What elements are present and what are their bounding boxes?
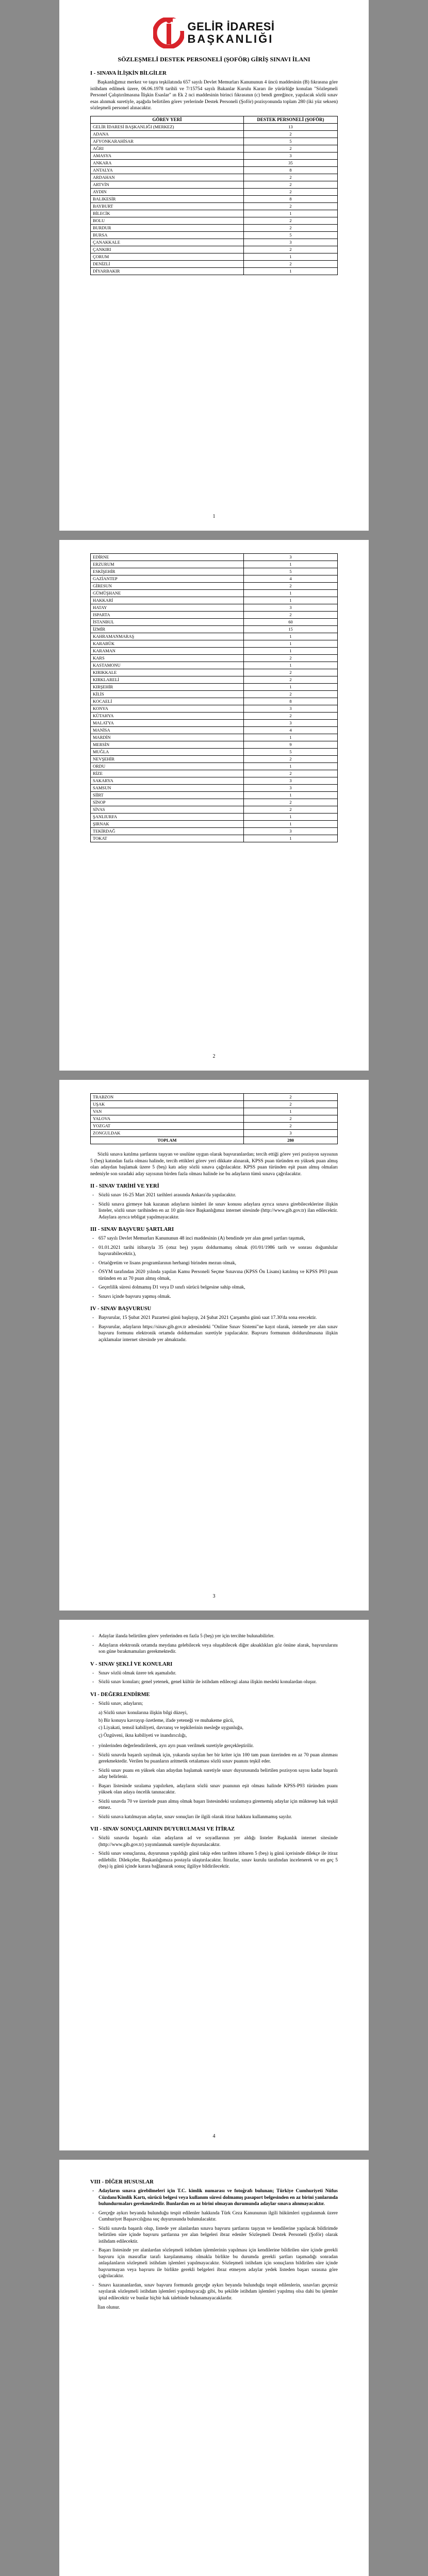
list-item: - Gerçeğe aykırı beyanda bulunduğu tespit edilenler hakkında Türk Ceza Kanununun ilgili hükümleri uygulanmak üzere Cumhuriyet Başsavcılığına suç duyurusunda bulunulacaktır. (90, 2210, 338, 2223)
count-cell: 2 (243, 691, 337, 698)
location-cell: MUĞLA (91, 749, 244, 756)
criteria-item: a) Sözlü sınav konularına ilişkin bilgi düzeyi, (98, 1710, 188, 1716)
section-5-heading: V - SINAV ŞEKLİ VE KONULARI (90, 1661, 173, 1667)
list-item: - Başvurular, 15 Şubat 2021 Pazartesi günü başlayıp, 24 Şubat 2021 Çarşamba günü saat 17.30'da sona erecektir. (90, 1315, 338, 1321)
section-6-intro (90, 1701, 338, 1707)
count-cell: 2 (243, 260, 337, 267)
count-cell: 2 (243, 1094, 337, 1101)
list-item: - Sözlü sınavda 70 ve üzerinde puan almış olmak başarı listesindeki sıralamaya girememiş adaylar için müktesep hak teşkil etmez. (90, 1799, 338, 1811)
list-item: - Sözlü sınavda başarılı olup, listede yer alanlardan sınava başvuru şartlarını taşıyan ve kendilerine yapılacak bildirimde belirtilen süre içinde başvuru şartlarına yer alan belgeleri ibraz edenler Sözleşmeli Destek Personeli (Şoför) olarak istihdam edilecektir. (90, 2226, 338, 2245)
table-row (91, 583, 338, 590)
count-cell: 1 (243, 662, 337, 669)
count-cell: 2 (243, 188, 337, 195)
location-cell: BİLECİK (91, 210, 244, 217)
count-cell: 2 (243, 217, 337, 224)
section-3-heading: III - SINAV BAŞVURU ŞARTLARI (90, 1227, 174, 1232)
count-cell: 35 (243, 159, 337, 166)
location-cell: KÜTAHYA (91, 713, 244, 720)
location-cell: KOCAELİ (91, 698, 244, 705)
count-cell: 1 (243, 684, 337, 691)
location-cell: AYDIN (91, 188, 244, 195)
location-cell: YOZGAT (91, 1123, 244, 1130)
table-row (91, 792, 338, 799)
count-cell: 1 (243, 640, 337, 648)
count-cell: 2 (243, 181, 337, 188)
table-row (91, 597, 338, 604)
list-item: - Sınavı içinde başvuru yapmış olmak. (90, 1294, 338, 1300)
location-cell: SİİRT (91, 792, 244, 799)
location-cell: TRABZON (91, 1094, 244, 1101)
table-row (91, 145, 338, 152)
logo (90, 18, 338, 48)
list-item: - Sözlü sınav 16-25 Mart 2021 tarihleri arasında Ankara'da yapılacaktır. (90, 1192, 338, 1199)
document-title: SÖZLEŞMELİ DESTEK PERSONELİ (ŞOFÖR) GİRİŞ SINAVI İLANI (118, 56, 310, 63)
table-row (91, 806, 338, 814)
count-cell: 1 (243, 633, 337, 640)
location-cell: ZONGULDAK (91, 1130, 244, 1137)
list-item: - Adayların sınava girebilmeleri için T.C. kimlik numarası ve fotoğrafı bulunan; Türkiye Cumhuriyeti Nüfus Cüzdanı/Kimlik Kartı, sürücü belgesi veya kullanım süresi dolmamış pasaport belgesinden en az birini yanlarında bulundurmaları gerekmektedir. Bunlardan en az birini olmayan durumunda adaylar sınava alınmayacaktır. (90, 2188, 338, 2208)
count-cell: 5 (243, 568, 337, 575)
list-item: - Sözlü sınav, adayların; (90, 1701, 338, 1707)
count-cell: 15 (243, 626, 337, 633)
count-cell: 5 (243, 138, 337, 145)
count-cell: 2 (243, 1123, 337, 1130)
table-row (91, 575, 338, 583)
location-cell: UŞAK (91, 1101, 244, 1108)
table-row (91, 821, 338, 828)
table-row (91, 590, 338, 597)
count-cell: 3 (243, 239, 337, 246)
page-number: 2 (212, 1054, 216, 1059)
location-cell: SİNOP (91, 799, 244, 806)
count-cell: 3 (243, 705, 337, 713)
column-header-count: DESTEK PERSONELİ (ŞOFÖR) (243, 116, 337, 123)
count-cell: 8 (243, 698, 337, 705)
location-cell: GİRESUN (91, 583, 244, 590)
table-row (91, 770, 338, 777)
table-row (91, 720, 338, 727)
count-cell: 3 (243, 785, 337, 792)
count-cell: 2 (243, 224, 337, 231)
table-row (91, 684, 338, 691)
count-cell: 1 (243, 814, 337, 821)
list-item: - Sınav sözlü olmak üzere tek aşamalıdır. (90, 1670, 338, 1677)
list-item: - Sözlü sınav konuları; genel yetenek, genel kültür ile istihdam edilecegi alana ilişkin mesleki konulardan oluşur. (90, 1679, 338, 1686)
location-cell: YALOVA (91, 1115, 244, 1123)
list-item: - 01.01.2021 tarihi itibarıyla 35 (otuz beş) yaşını doldurmamış olmak (01/01/1986 tarih ve sonrası doğumlular başvurabilecektir.), (90, 1245, 338, 1258)
count-cell: 3 (243, 1130, 337, 1137)
count-cell: 1 (243, 835, 337, 842)
section-6-heading: VI - DEĞERLENDİRME (90, 1691, 150, 1698)
list-item: - Başvurular, adayların https://sinav.gib.gov.tr adresindeki "Online Sınav Sistemi"ne kayıt olarak, istenede yer alan sınav başvuru formunu elektronik ortamda doldurmaları suretiyle yapılacaktır. Başvuru formunun doldurulmasına ilişkin açıklamalar internet sitesinde yer almaktadır. (90, 1324, 338, 1344)
section-5-list (90, 1670, 338, 1686)
count-cell: 2 (243, 174, 337, 181)
list-item: - ÖSYM tarafından 2020 yılında yapılan Kamu Personeli Seçme Sınavına (KPSS Ön Lisans) katılmış ve KPSS P93 puan türünden en az 70 puan almış olmak, (90, 1269, 338, 1282)
table-row (91, 188, 338, 195)
criteria-item: b) Bir konuyu kavrayıp özetleme, ifade yeteneği ve muhakeme gücü, (98, 1718, 234, 1723)
count-cell: 1 (243, 763, 337, 770)
table-row (91, 1101, 338, 1108)
table-row (91, 633, 338, 640)
table-row (91, 217, 338, 224)
count-cell: 4 (243, 727, 337, 734)
table-row (91, 640, 338, 648)
table-row (91, 1094, 338, 1101)
page-number: 1 (212, 514, 216, 519)
document-page-3 (59, 1080, 369, 1611)
table-row (91, 655, 338, 662)
positions-table-part-3 (90, 1093, 338, 1144)
table-row (91, 727, 338, 734)
count-cell: 2 (243, 246, 337, 253)
table-row (91, 231, 338, 239)
table-row (91, 799, 338, 806)
section-7-heading: VII - SINAV SONUÇLARININ DUYURULMASI VE İTİRAZ (90, 1826, 235, 1832)
count-cell: 2 (243, 669, 337, 676)
location-cell: VAN (91, 1108, 244, 1115)
table-row (91, 662, 338, 669)
count-cell: 3 (243, 720, 337, 727)
table-row (91, 130, 338, 138)
count-cell: 1 (243, 821, 337, 828)
count-cell: 1 (243, 561, 337, 568)
count-cell: 2 (243, 202, 337, 210)
location-cell: EDİRNE (91, 554, 244, 561)
location-cell: ŞANLIURFA (91, 814, 244, 821)
table-row (91, 224, 338, 231)
location-cell: RİZE (91, 770, 244, 777)
count-cell: 5 (243, 749, 337, 756)
location-cell: ESKİŞEHİR (91, 568, 244, 575)
location-cell: İZMİR (91, 626, 244, 633)
count-cell: 1 (243, 267, 337, 275)
count-cell: 2 (243, 583, 337, 590)
count-cell: 3 (243, 152, 337, 159)
location-cell: TEKİRDAĞ (91, 828, 244, 835)
table-row (91, 138, 338, 145)
table-row (91, 705, 338, 713)
table-row (91, 669, 338, 676)
list-item: - Ortaöğretim ve lisans programlarının herhangi birinden mezun olmak, (90, 1260, 338, 1267)
location-cell: ÇORUM (91, 253, 244, 260)
count-cell: 2 (243, 145, 337, 152)
location-cell: DENİZLİ (91, 260, 244, 267)
table-row (91, 210, 338, 217)
section-4-heading: IV - SINAV BAŞVURUSU (90, 1306, 152, 1312)
table-row (91, 1108, 338, 1115)
table-row (91, 612, 338, 619)
positions-table-part-1 (90, 116, 338, 275)
location-cell: SAKARYA (91, 777, 244, 785)
table-row (91, 734, 338, 741)
section-2-heading: II - SINAV TARİHİ VE YERİ (90, 1183, 159, 1189)
location-cell: MERSİN (91, 741, 244, 749)
location-cell: BALIKESİR (91, 195, 244, 202)
table-row (91, 152, 338, 159)
location-cell: ISPARTA (91, 612, 244, 619)
table-row (91, 648, 338, 655)
count-cell: 13 (243, 123, 337, 130)
section-4-continued-list (90, 1633, 338, 1655)
section-7-list (90, 1835, 338, 1870)
total-value: 280 (243, 1137, 337, 1144)
section-8-list (90, 2188, 338, 2301)
location-cell: KİLİS (91, 691, 244, 698)
location-cell: KARABÜK (91, 640, 244, 648)
list-item: - Sözlü sınavda başarılı olan adayların ad ve soyadlarının yer aldığı listeler Başkanlık internet sitesinde (http://www.gib.gov.tr) yayımlanmak suretiyle duyurulacaktır. (90, 1835, 338, 1848)
location-cell: HAKKARİ (91, 597, 244, 604)
location-cell: MALATYA (91, 720, 244, 727)
count-cell: 2 (243, 799, 337, 806)
count-cell: 2 (243, 806, 337, 814)
list-item: - Adaylar ilanda belirtilen görev yerlerinden en fazla 5 (beş) yer için tercihte bulunabilirler. (90, 1633, 338, 1640)
table-total-row (91, 1137, 338, 1144)
table-row (91, 676, 338, 684)
count-cell: 1 (243, 210, 337, 217)
location-cell: AĞRI (91, 145, 244, 152)
location-cell: ÇANAKKALE (91, 239, 244, 246)
count-cell: 1 (243, 792, 337, 799)
location-cell: GÜMÜŞHANE (91, 590, 244, 597)
table-row (91, 619, 338, 626)
count-cell: 2 (243, 1115, 337, 1123)
count-cell: 3 (243, 828, 337, 835)
table-row (91, 554, 338, 561)
positions-table-part-2 (90, 553, 338, 842)
document-page-2 (59, 540, 369, 1071)
location-cell: DİYARBAKIR (91, 267, 244, 275)
table-row (91, 195, 338, 202)
location-cell: KASTAMONU (91, 662, 244, 669)
count-cell: 8 (243, 166, 337, 174)
location-cell: BOLU (91, 217, 244, 224)
list-item: - Sözlü sınavda başarılı sayılmak için, yukarıda sayılan her bir kriter için 100 tam puan üzerinden en az 70 puan alınması gerekmektedir. Verilen bu puanların aritmetik ortalaması sözlü sınav puanını teşkil eder. (90, 1752, 338, 1765)
section-2-list (90, 1192, 338, 1221)
location-cell: İSTANBUL (91, 619, 244, 626)
table-row (91, 253, 338, 260)
list-item: - 657 sayılı Devlet Memurları Kanununun 48 inci maddesinin (A) bendinde yer alan genel şartları taşımak, (90, 1235, 338, 1242)
table-row (91, 756, 338, 763)
criteria-item: c) Liyakati, temsil kabiliyeti, davranış ve tepkilerinin mesleğe uygunluğu, (98, 1725, 243, 1731)
count-cell: 1 (243, 734, 337, 741)
count-cell: 2 (243, 1101, 337, 1108)
column-header-location: GÖREV YERİ (91, 116, 244, 123)
table-row (91, 246, 338, 253)
document-page-5 (59, 2160, 369, 2576)
count-cell: 60 (243, 619, 337, 626)
location-cell: SAMSUN (91, 785, 244, 792)
location-cell: SİVAS (91, 806, 244, 814)
location-cell: KAHRAMANMARAŞ (91, 633, 244, 640)
table-row (91, 626, 338, 633)
table-row (91, 828, 338, 835)
list-item: - Sözlü sınava katılmayan adaylar, sınav sonuçları ile ilgili olarak itiraz hakkını kullanmamış sayılır. (90, 1814, 338, 1821)
location-cell: MARDİN (91, 734, 244, 741)
section-6-list (90, 1743, 338, 1820)
location-cell: KARAMAN (91, 648, 244, 655)
table-row (91, 604, 338, 612)
table-row (91, 267, 338, 275)
location-cell: ERZURUM (91, 561, 244, 568)
location-cell: KIRKLARELİ (91, 676, 244, 684)
document-page-1 (59, 0, 369, 531)
closing-text: İlan olunur. (97, 2305, 120, 2310)
count-cell: 3 (243, 777, 337, 785)
table-row (91, 568, 338, 575)
location-cell: ANTALYA (91, 166, 244, 174)
count-cell: 2 (243, 612, 337, 619)
table-row (91, 174, 338, 181)
list-item: - Sözlü sınav puanı en yüksek olan adaydan başlamak suretiyle sınav duyurusunda belirtilen pozisyon sayısı kadar başarılı aday belirlenir. (90, 1768, 338, 1781)
table-row (91, 181, 338, 188)
count-cell: 8 (243, 195, 337, 202)
list-item: - Başarı listesinde sıralama yapılırken, adayların sözlü sınav puanının eşit olması halinde KPSS-P93 türünden puanı yüksek olan adaya öncelik tanınacaktır. (90, 1783, 338, 1796)
location-cell: TOKAT (91, 835, 244, 842)
count-cell: 2 (243, 655, 337, 662)
location-cell: NEVŞEHİR (91, 756, 244, 763)
logo-line-1: GELİR İDARESİ (187, 20, 275, 33)
table-row (91, 1123, 338, 1130)
table-row (91, 1130, 338, 1137)
page-number: 3 (212, 1594, 216, 1599)
location-cell: KIRŞEHİR (91, 684, 244, 691)
list-item: - Sözlü sınava girmeye hak kazanan adayların isimleri ile sınav konusu adaylara ayrıca sınava girebileceklerine ilişkin listeler, sözlü sınav tarihinden en az 10 gün önce Başkanlığımız internet sitesinde (http://www.gib.gov.tr) ilan edilecektir. Adaylara ayrıca tebligat yapılmayacaktır. (90, 1201, 338, 1221)
table-row (91, 741, 338, 749)
table-row (91, 166, 338, 174)
location-cell: KARS (91, 655, 244, 662)
location-cell: AMASYA (91, 152, 244, 159)
table-row (91, 777, 338, 785)
page-number: 4 (212, 2133, 216, 2139)
table-row (91, 814, 338, 821)
location-cell: AFYONKARAHİSAR (91, 138, 244, 145)
criteria-item: ç) Özgüveni, ikna kabiliyeti ve inandırıcılığı, (98, 1733, 187, 1738)
table-row (91, 785, 338, 792)
total-label: TOPLAM (91, 1137, 244, 1144)
table-row (91, 239, 338, 246)
location-cell: ANKARA (91, 159, 244, 166)
location-cell: HATAY (91, 604, 244, 612)
count-cell: 5 (243, 231, 337, 239)
location-cell: BURSA (91, 231, 244, 239)
table-row (91, 202, 338, 210)
list-item: - Geçerlilik süresi dolmamış D1 veya D sınıfı sürücü belgesine sahip olmak, (90, 1284, 338, 1291)
count-cell: 2 (243, 770, 337, 777)
list-item: - Sınavı kazananlardan, sınav başvuru formunda gerçeğe aykırı beyanda bulunduğu tespit edilenlerin, sınavları geçersiz sayılarak sözleşmeli istihdam işlemleri yapılmayacağı gibi, bu şekilde istihdam işlemleri yapılmış olsa dahi bu işlemler iptal edilecektir ve bunlar hiçbir hak talebinde bulunamayacaklardır. (90, 2282, 338, 2302)
location-cell: ADANA (91, 130, 244, 138)
list-item: - Sözlü sınav sonuçlarına, duyurunun yapıldığı günü takip eden tarihten itibaren 5 (beş) iş günü içerisinde dilekçe ile itiraz edilebilir. Dilekçeler, Başkanlığımıza postayla ulaştırılacaktır. İtirazlar, sınav kurulu tarafından incelenerek ve en geç 5 (beş) iş günü içinde karara bağlanarak sonuç ilgiliye bildirilecektir. (90, 1851, 338, 1870)
table-row (91, 561, 338, 568)
section-1-heading: I - SINAVA İLİŞKİN BİLGİLER (90, 71, 167, 76)
section-8-heading: VIII - DİĞER HUSUSLAR (90, 2179, 154, 2185)
location-cell: BAYBURT (91, 202, 244, 210)
location-cell: GAZİANTEP (91, 575, 244, 583)
location-cell: KIRIKKALE (91, 669, 244, 676)
count-cell: 3 (243, 604, 337, 612)
count-cell: 3 (243, 554, 337, 561)
section-1-after-paragraph: Sözlü sınava katılma şartlarını taşıyan ve usulüne uygun olarak başvuranlardan; tercih ettiği görev yeri pozisyon sayısının 5 (beş) katından fazla olması halinde, tercih ettikleri görev yeri dikkate alınarak, KPSS puan türünden en yüksek puan almış olan adaydan başlamak üzere 5 (beş) katı aday sözlü sınava çağrılacaktır. KPSS puan türünden eşit puan almış olmaları nedeniyle son sıradaki aday sayısının birden fazla olması halinde ise bu adayların tümü sınava çağrılacaktır. (90, 1152, 338, 1177)
table-row (91, 749, 338, 756)
logo-line-2: BAŞKANLIĞI (187, 32, 274, 45)
section-4-list (90, 1315, 338, 1343)
count-cell: 1 (243, 590, 337, 597)
table-row (91, 691, 338, 698)
location-cell: GELİR İDARESİ BAŞKANLIĞI (MERKEZ) (91, 123, 244, 130)
table-row (91, 1115, 338, 1123)
count-cell: 1 (243, 1108, 337, 1115)
count-cell: 1 (243, 253, 337, 260)
location-cell: ARDAHAN (91, 174, 244, 181)
table-row (91, 159, 338, 166)
location-cell: BURDUR (91, 224, 244, 231)
table-row (91, 260, 338, 267)
location-cell: KONYA (91, 705, 244, 713)
section-3-list (90, 1235, 338, 1300)
list-item: - Adayların elektronik ortamda meydana gelebilecek veya oluşabilecek diğer aksaklıkları göz önüne alarak, başvurularını son güne bırakmamaları gerekmektedir. (90, 1642, 338, 1655)
list-item: - yönlerinden değerlendirilerek, ayrı ayrı puan verilmek suretiyle gerçekleştirilir. (90, 1743, 338, 1750)
location-cell: ARTVİN (91, 181, 244, 188)
count-cell: 2 (243, 756, 337, 763)
count-cell: 9 (243, 741, 337, 749)
location-cell: ÇANKIRI (91, 246, 244, 253)
location-cell: MANİSA (91, 727, 244, 734)
count-cell: 4 (243, 575, 337, 583)
document-page-4 (59, 1620, 369, 2150)
table-row (91, 713, 338, 720)
count-cell: 2 (243, 713, 337, 720)
table-row (91, 763, 338, 770)
section-1-paragraph: Başkanlığımız merkez ve taşra teşkilatında 657 sayılı Devlet Memurları Kanununun 4 üncü maddesinin (B) fıkrasına göre istihdam edilmek üzere, 06.06.1978 tarihli ve 7/15754 sayılı Bakanlar Kurulu Kararı ile yürürlüğe konulan "Sözleşmeli Personel Çalıştırılmasına İlişkin Esaslar" ın Ek 2 nci maddesinin birinci fıkrasının (c) bendi gereğince, yapılacak sözlü sınav esas alınmak suretiyle, aşağıda belirtilen görev yerlerinde Destek Personeli (Şoför) pozisyonunda toplam 280 (iki yüz seksen) sözleşmeli personel alınacaktır. (90, 80, 338, 111)
table-row (91, 698, 338, 705)
location-cell: ŞIRNAK (91, 821, 244, 828)
count-cell: 2 (243, 676, 337, 684)
location-cell: ORDU (91, 763, 244, 770)
list-item: - Başarı listesinde yer alanlardan sözleşmeli istihdam işlemlerinin yapılması için kendilerine bildirilen süre içinde gerekli başvuru için masraflar tarafı karşılanmamış olmakla birlikte bu durumda gerekli şartları taşımadığı sonradan anlaşılanların sözleşmeli istihdam işlemleri yapılmayacaktır. Sözleşmeli istihdam için sonuçların bildirilen süre içinde başvurmayan veya başvuru ile birlikte gerekli belgeleri ibraz etmeyen adaylar yedek listeden başarı sırasına göre çağrılacaktır. (90, 2247, 338, 2280)
table-row (91, 123, 338, 130)
gib-logo-icon (153, 18, 184, 48)
count-cell: 1 (243, 597, 337, 604)
count-cell: 2 (243, 130, 337, 138)
table-row (91, 835, 338, 842)
count-cell: 1 (243, 648, 337, 655)
